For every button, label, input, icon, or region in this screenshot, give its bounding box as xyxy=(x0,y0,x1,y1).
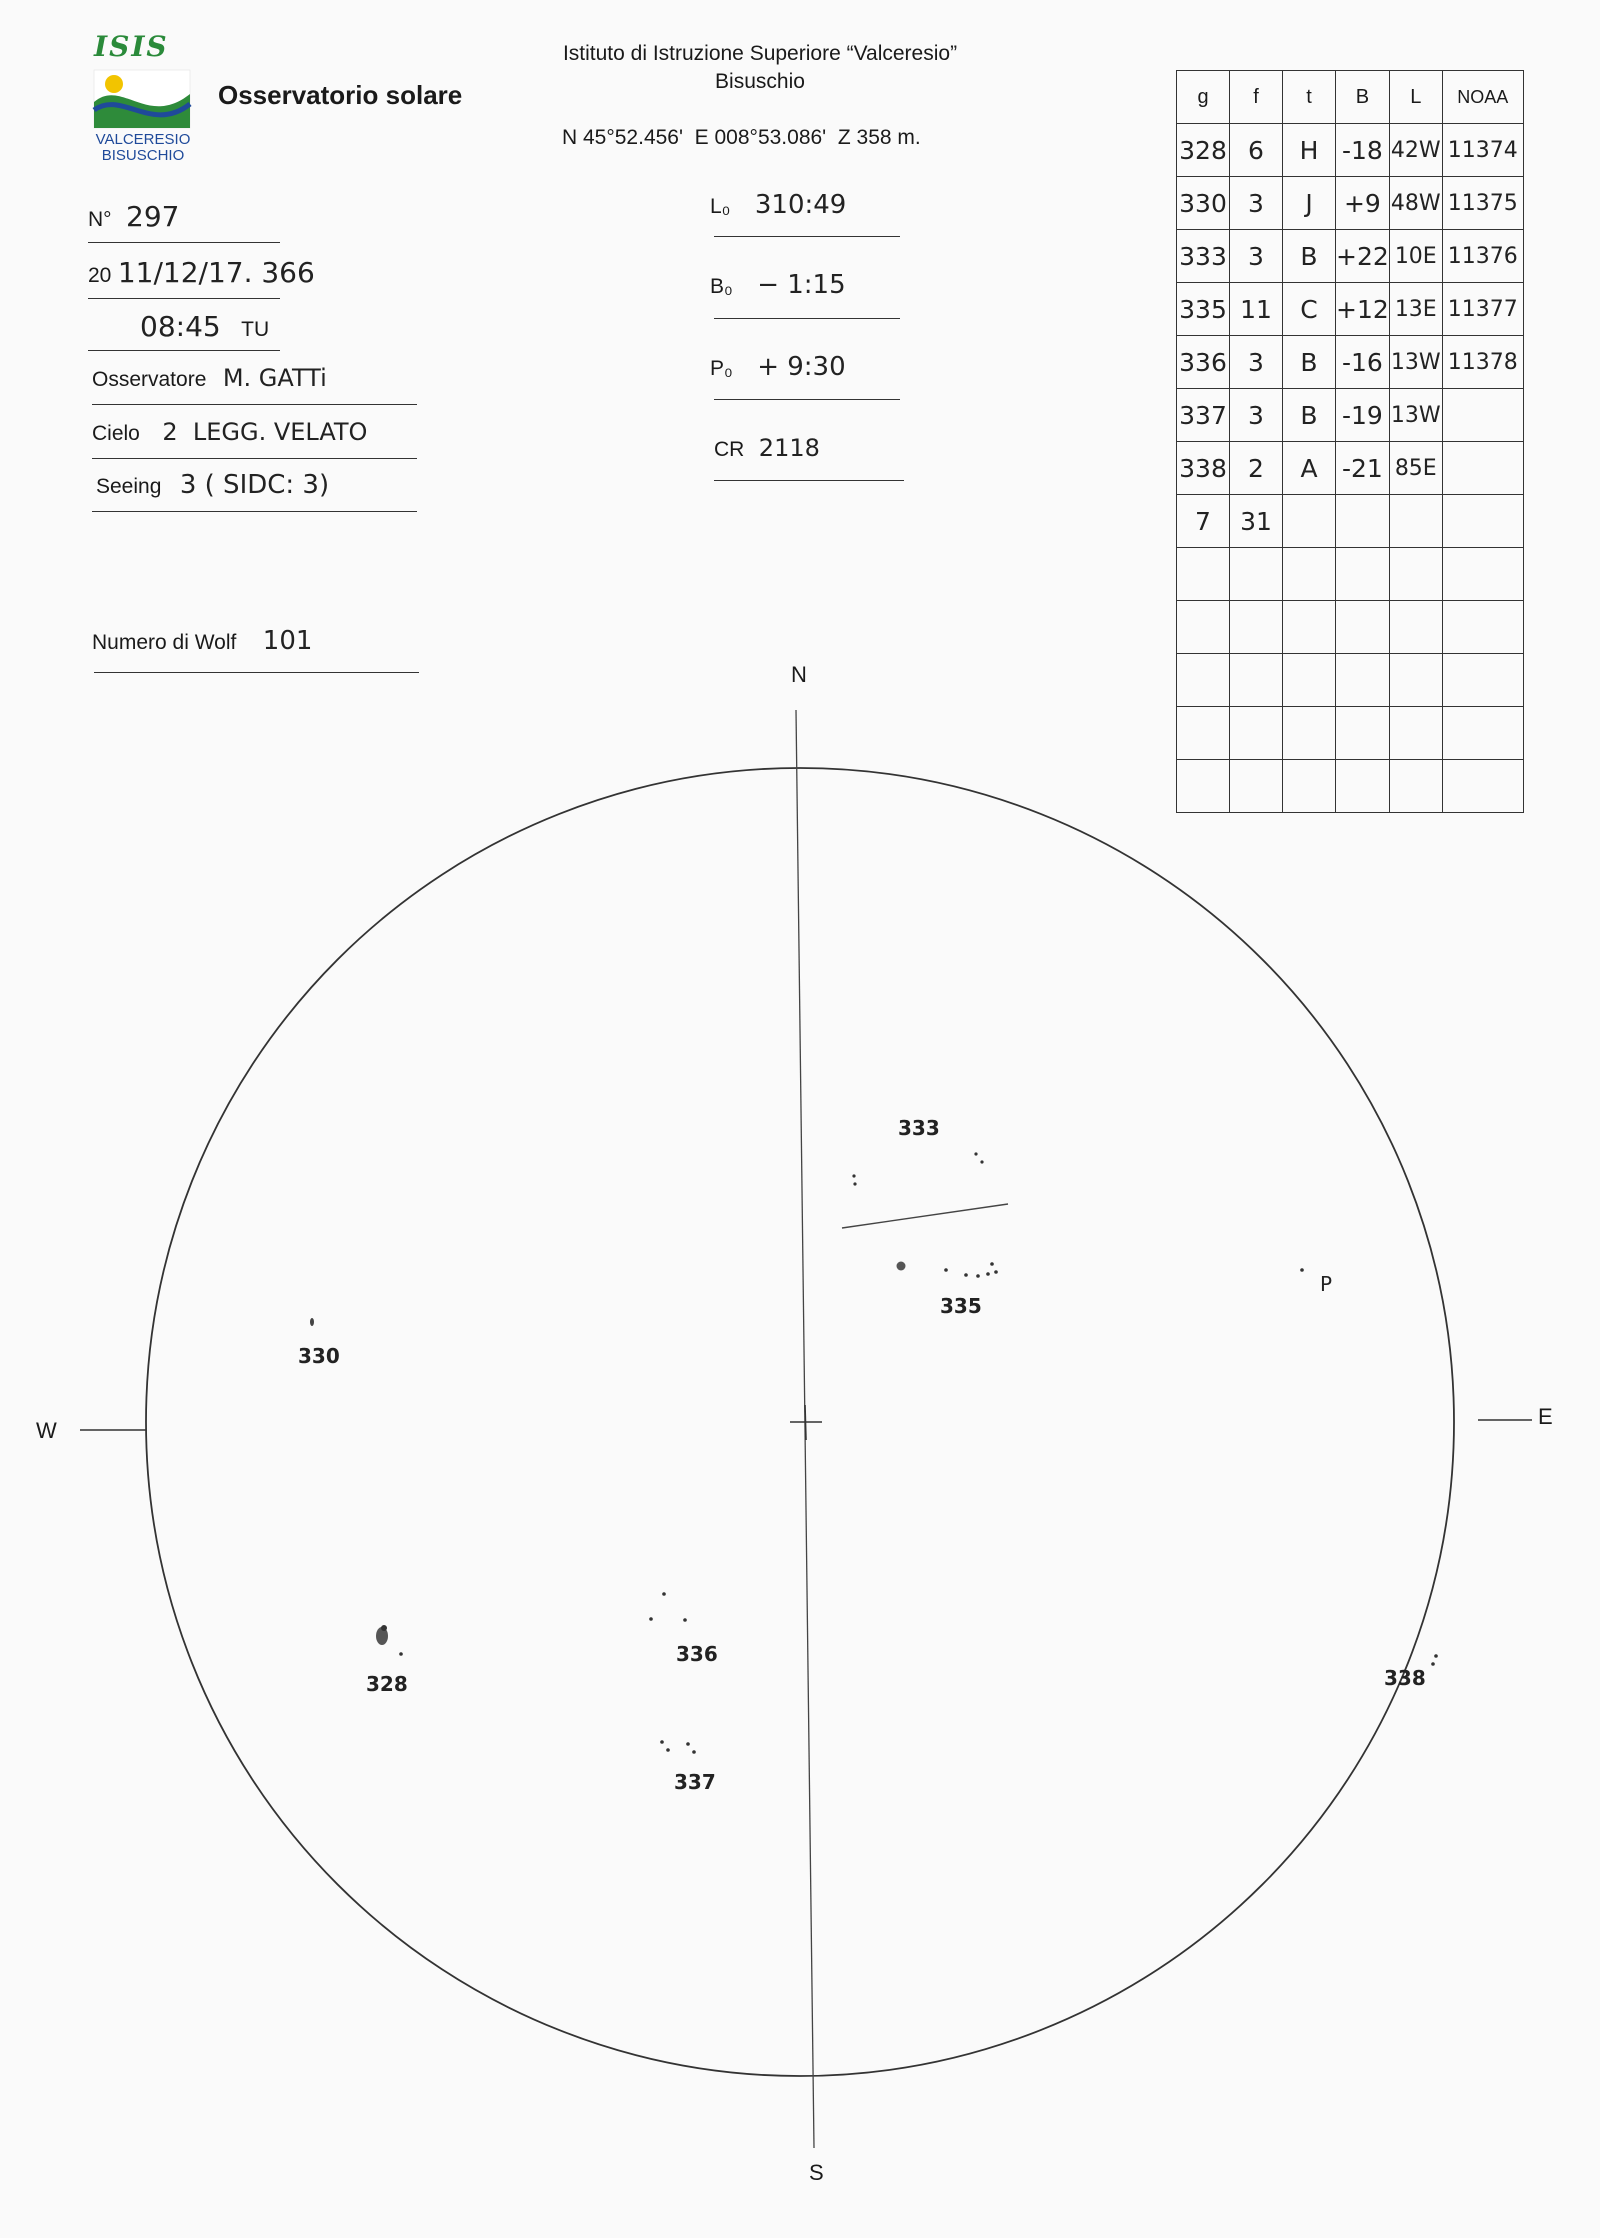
record-number-value: 297 xyxy=(126,200,180,233)
record-wolf-rule xyxy=(94,672,419,673)
table-header-g: g xyxy=(1177,71,1230,124)
logo-subtitle-line1: VALCERESIO xyxy=(95,131,191,148)
ephemeris-CR-value: 2118 xyxy=(758,434,820,462)
record-observer xyxy=(92,364,327,392)
table-cell-B: -16 xyxy=(1336,336,1390,389)
logo-subtitle-line2: BISUSCHIO xyxy=(101,147,185,164)
table-cell-g: 7 xyxy=(1177,495,1230,548)
table-row xyxy=(1177,336,1524,389)
sunspot xyxy=(986,1272,990,1276)
record-seeing xyxy=(96,470,329,500)
table-cell-f: 3 xyxy=(1230,389,1283,442)
table-cell-t: B xyxy=(1283,389,1336,442)
record-observer-label: Osservatore xyxy=(92,368,207,391)
table-cell-L xyxy=(1389,760,1442,813)
table-cell-f: 11 xyxy=(1230,283,1283,336)
group-label-333: 333 xyxy=(898,1116,940,1140)
record-date-rule xyxy=(88,298,280,299)
sunspot xyxy=(683,1618,687,1622)
record-number xyxy=(88,200,179,233)
group-label-336: 336 xyxy=(676,1642,718,1666)
table-cell-NOAA xyxy=(1442,601,1523,654)
logo-wordmark: ISIS xyxy=(94,30,169,63)
record-date-prefix: 20 xyxy=(88,264,112,287)
table-cell-t xyxy=(1283,601,1336,654)
south-label: S xyxy=(809,2160,824,2185)
ephemeris-CR-label: CR xyxy=(714,438,745,461)
sunspot xyxy=(1434,1654,1438,1658)
group-label-337: 337 xyxy=(674,1770,716,1794)
solar-disk-outline xyxy=(146,768,1454,2076)
table-cell-B: +9 xyxy=(1336,177,1390,230)
institute-line1: Istituto di Istruzione Superiore “Valceresio” xyxy=(562,42,958,65)
table-cell-B: -21 xyxy=(1336,442,1390,495)
table-cell-L: 13W xyxy=(1389,336,1442,389)
record-observer-rule xyxy=(92,404,417,405)
pole-marker xyxy=(1300,1268,1304,1272)
table-row xyxy=(1177,654,1524,707)
table-cell-t: H xyxy=(1283,124,1336,177)
table-cell-g: 330 xyxy=(1177,177,1230,230)
group-336-spots xyxy=(649,1592,687,1622)
group-335-spots xyxy=(897,1262,998,1278)
table-cell-NOAA xyxy=(1442,760,1523,813)
record-wolf xyxy=(92,626,312,656)
sunspot xyxy=(662,1592,666,1596)
record-sky-label: Cielo xyxy=(92,422,140,445)
site-coordinates: N 45°52.456' E 008°53.086' Z 358 m. xyxy=(562,126,921,149)
table-header-noaa: NOAA xyxy=(1442,71,1523,124)
table-cell-B xyxy=(1336,601,1390,654)
table-header-L: L xyxy=(1389,71,1442,124)
table-row xyxy=(1177,548,1524,601)
ephemeris-L0-label: L₀ xyxy=(710,195,731,218)
table-cell-t xyxy=(1283,760,1336,813)
sunspot xyxy=(897,1262,906,1271)
table-cell-f xyxy=(1230,760,1283,813)
table-row xyxy=(1177,389,1524,442)
table-header-f: f xyxy=(1230,71,1283,124)
sunspot xyxy=(399,1652,403,1656)
group-333-spots xyxy=(852,1152,983,1185)
table-cell-L xyxy=(1389,495,1442,548)
ephemeris-CR xyxy=(714,434,820,462)
table-cell-NOAA: 11377 xyxy=(1442,283,1523,336)
record-date xyxy=(88,256,315,289)
group-338-spots xyxy=(1431,1654,1438,1666)
table-cell-g xyxy=(1177,548,1230,601)
table-cell-f: 3 xyxy=(1230,177,1283,230)
table-cell-L: 42W xyxy=(1389,124,1442,177)
sunspot xyxy=(660,1740,664,1744)
record-time-unit: TU xyxy=(241,318,270,341)
group-label-338: 338 xyxy=(1384,1666,1426,1690)
table-cell-f: 3 xyxy=(1230,230,1283,283)
group-330-spots xyxy=(310,1318,314,1326)
table-cell-g: 335 xyxy=(1177,283,1230,336)
observatory-title: Osservatorio solare xyxy=(218,80,463,110)
table-cell-t: J xyxy=(1283,177,1336,230)
table-row xyxy=(1177,707,1524,760)
ephemeris-L0-value: 310:49 xyxy=(754,190,847,220)
table-cell-f: 6 xyxy=(1230,124,1283,177)
record-seeing-value: 3 ( SIDC: 3) xyxy=(179,470,330,500)
group-328-spots xyxy=(376,1625,403,1656)
sunspot xyxy=(692,1750,696,1754)
ephemeris-P0-value: + 9:30 xyxy=(757,352,846,382)
table-cell-NOAA xyxy=(1442,442,1523,495)
table-cell-NOAA xyxy=(1442,654,1523,707)
table-header-t: t xyxy=(1283,71,1336,124)
sunspot xyxy=(852,1174,855,1177)
table-cell-L: 10E xyxy=(1389,230,1442,283)
record-time-rule xyxy=(88,350,280,351)
table-cell-NOAA: 11378 xyxy=(1442,336,1523,389)
sunspot-group-table xyxy=(1176,70,1524,813)
table-cell-g xyxy=(1177,760,1230,813)
table-cell-NOAA: 11374 xyxy=(1442,124,1523,177)
table-cell-NOAA: 11375 xyxy=(1442,177,1523,230)
table-cell-g: 333 xyxy=(1177,230,1230,283)
table-cell-L: 13W xyxy=(1389,389,1442,442)
table-row xyxy=(1177,760,1524,813)
table-cell-NOAA xyxy=(1442,548,1523,601)
group-337-spots xyxy=(660,1740,696,1754)
record-observer-value: M. GATTi xyxy=(222,364,327,392)
sunspot xyxy=(994,1270,998,1274)
logo-subtitle xyxy=(88,132,198,164)
table-cell-NOAA xyxy=(1442,707,1523,760)
ephemeris-B0 xyxy=(710,270,846,300)
table-header-B: B xyxy=(1336,71,1390,124)
table-cell-B: +22 xyxy=(1336,230,1390,283)
ephemeris-P0 xyxy=(710,352,846,382)
sunspot xyxy=(853,1182,856,1185)
table-cell-g xyxy=(1177,654,1230,707)
table-cell-B xyxy=(1336,707,1390,760)
table-row xyxy=(1177,283,1524,336)
table-cell-t: B xyxy=(1283,230,1336,283)
record-date-value: 11/12/17. 366 xyxy=(117,256,315,289)
record-wolf-value: 101 xyxy=(262,626,313,656)
table-cell-f: 31 xyxy=(1230,495,1283,548)
ns-axis-line xyxy=(796,710,814,2148)
table-cell-f xyxy=(1230,601,1283,654)
ephemeris-P0-label: P₀ xyxy=(710,357,733,380)
record-number-rule xyxy=(88,242,280,243)
table-cell-L xyxy=(1389,707,1442,760)
logo-emblem-icon xyxy=(92,68,192,130)
record-seeing-rule xyxy=(92,511,417,512)
sunspot xyxy=(980,1160,983,1163)
group-label-328: 328 xyxy=(366,1672,408,1696)
table-cell-f: 2 xyxy=(1230,442,1283,495)
ephemeris-P0-rule xyxy=(714,399,900,400)
record-sky xyxy=(92,418,367,446)
table-cell-L xyxy=(1389,601,1442,654)
table-row xyxy=(1177,230,1524,283)
sunspot xyxy=(381,1625,387,1631)
table-cell-g: 338 xyxy=(1177,442,1230,495)
institute-line2: Bisuschio xyxy=(715,70,805,93)
table-cell-L: 13E xyxy=(1389,283,1442,336)
heliographic-line xyxy=(842,1204,1008,1228)
table-cell-g: 328 xyxy=(1177,124,1230,177)
ephemeris-CR-rule xyxy=(714,480,904,481)
record-sky-rule xyxy=(92,458,417,459)
sunspot xyxy=(990,1262,994,1266)
north-label: N xyxy=(791,662,807,687)
ephemeris-B0-rule xyxy=(714,318,900,319)
table-cell-f xyxy=(1230,654,1283,707)
east-label: E xyxy=(1538,1404,1553,1429)
table-cell-B xyxy=(1336,760,1390,813)
table-cell-L: 85E xyxy=(1389,442,1442,495)
table-row xyxy=(1177,177,1524,230)
table-row xyxy=(1177,124,1524,177)
table-cell-L: 48W xyxy=(1389,177,1442,230)
sunspot xyxy=(649,1617,653,1621)
table-cell-f xyxy=(1230,548,1283,601)
record-number-label: N° xyxy=(88,208,112,231)
pole-label: P xyxy=(1320,1272,1333,1296)
table-cell-L xyxy=(1389,548,1442,601)
sunspot xyxy=(686,1742,690,1746)
table-row xyxy=(1177,495,1524,548)
record-time xyxy=(140,310,269,343)
table-cell-t: B xyxy=(1283,336,1336,389)
table-row xyxy=(1177,442,1524,495)
ephemeris-B0-label: B₀ xyxy=(710,275,733,298)
table-cell-f xyxy=(1230,707,1283,760)
table-cell-t xyxy=(1283,654,1336,707)
table-cell-g xyxy=(1177,707,1230,760)
ephemeris-L0 xyxy=(710,190,846,220)
sunspot xyxy=(376,1627,388,1645)
table-cell-t xyxy=(1283,495,1336,548)
table-cell-t: A xyxy=(1283,442,1336,495)
table-row xyxy=(1177,601,1524,654)
west-label: W xyxy=(36,1418,57,1443)
table-cell-g: 337 xyxy=(1177,389,1230,442)
sunspot xyxy=(310,1318,314,1326)
record-time-value: 08:45 xyxy=(140,310,221,343)
sunspot xyxy=(944,1268,948,1272)
sunspot xyxy=(1431,1662,1435,1666)
record-wolf-label: Numero di Wolf xyxy=(92,631,237,654)
sunspot xyxy=(666,1748,670,1752)
sunspot xyxy=(964,1273,968,1277)
table-cell-f: 3 xyxy=(1230,336,1283,389)
table-cell-NOAA xyxy=(1442,495,1523,548)
table-cell-L xyxy=(1389,654,1442,707)
table-cell-B xyxy=(1336,495,1390,548)
table-cell-t: C xyxy=(1283,283,1336,336)
table-cell-NOAA: 11376 xyxy=(1442,230,1523,283)
group-label-330: 330 xyxy=(298,1344,340,1368)
logo xyxy=(88,30,198,164)
record-sky-value: 2 LEGG. VELATO xyxy=(162,418,368,446)
table-cell-NOAA xyxy=(1442,389,1523,442)
table-cell-g: 336 xyxy=(1177,336,1230,389)
table-body xyxy=(1177,124,1524,813)
record-seeing-label: Seeing xyxy=(96,475,162,498)
table-cell-B: -18 xyxy=(1336,124,1390,177)
institute-name xyxy=(520,40,1000,96)
table-cell-t xyxy=(1283,548,1336,601)
group-label-335: 335 xyxy=(940,1294,982,1318)
sunspot xyxy=(976,1274,980,1278)
table-header-row xyxy=(1177,71,1524,124)
table-cell-B xyxy=(1336,654,1390,707)
ephemeris-B0-value: − 1:15 xyxy=(757,270,846,300)
table-cell-B: -19 xyxy=(1336,389,1390,442)
table-cell-t xyxy=(1283,707,1336,760)
table-cell-g xyxy=(1177,601,1230,654)
table-cell-B xyxy=(1336,548,1390,601)
center-cross-v xyxy=(805,1405,806,1440)
sunspot xyxy=(974,1152,977,1155)
table-cell-B: +12 xyxy=(1336,283,1390,336)
ephemeris-L0-rule xyxy=(714,236,900,237)
